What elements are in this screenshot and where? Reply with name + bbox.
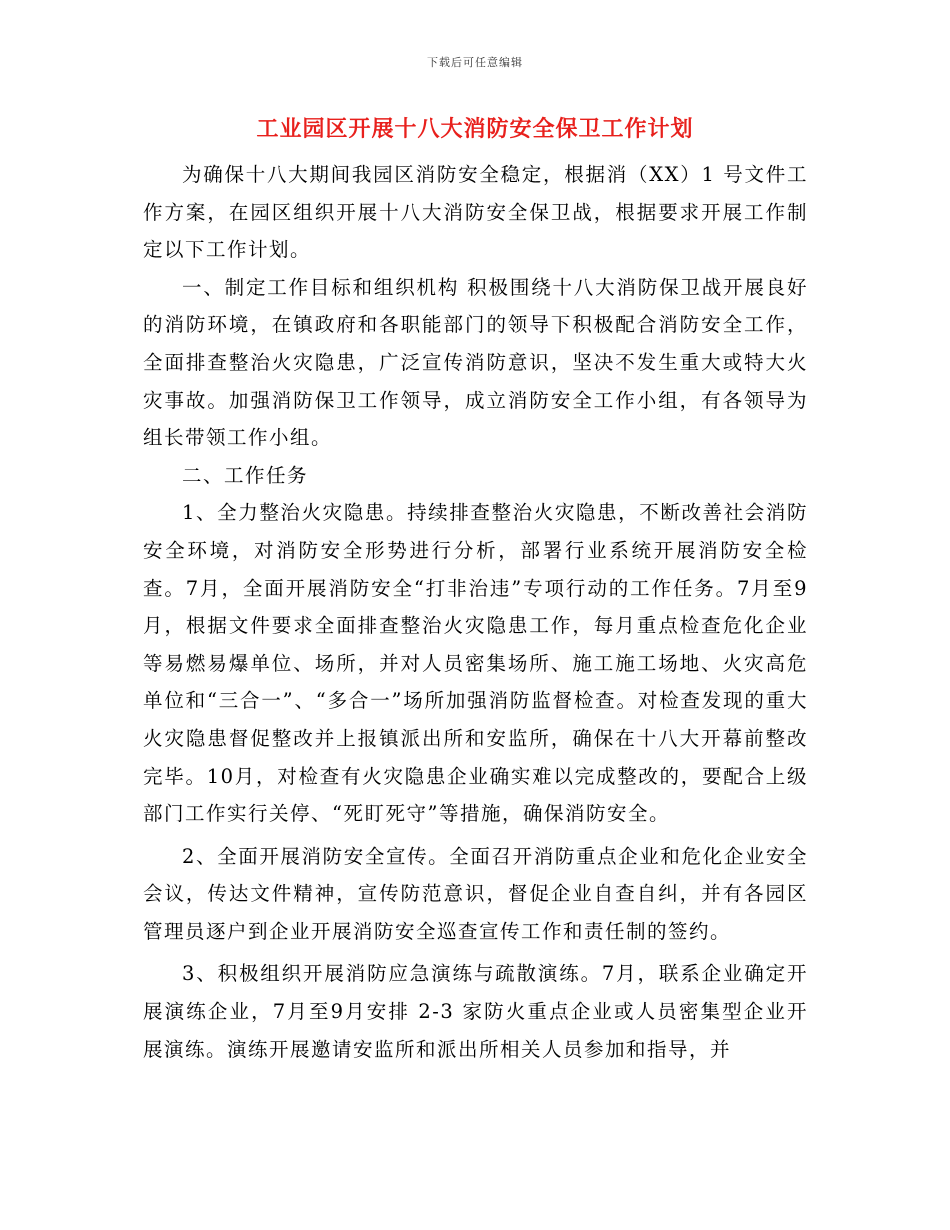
paragraph-task-1: 1、全力整治火灾隐患。持续排查整治火灾隐患，不断改善社会消防安全环境，对消防安全形势进行分析，部署行业系统开展消防安全检查。7月，全面开展消防安全“打非治违”专项行动的工作任务。7月至9月，根据文件要求全面排查整治火灾隐患工作，每月重点检查危化企业等易燃易爆单位、场所，并对人员密集场所、施工施工场地、火灾高危单位和“三合一”、“多合一”场所加强消防监督检查。对检查发现的重大火灾隐患督促整改并上报镇派出所和安监所，确保在十八大开幕前整改完毕。10月，对检查有火灾隐患企业确实难以完成整改的，要配合上级部门工作实行关停、“死盯死守”等措施，确保消防安全。	[143, 501, 808, 826]
paragraph-intro: 为确保十八大期间我园区消防安全稳定，根据消（XX）1 号文件工作方案，在园区组织开展十八大消防安全保卫战，根据要求开展工作制定以下工作计划。	[143, 163, 808, 262]
paragraph-task-2: 2、全面开展消防安全宣传。全面召开消防重点企业和危化企业安全会议，传达文件精神，宣传防范意识，督促企业自查自纠，并有各园区管理员逐户到企业开展消防安全巡查宣传工作和责任制的签约。	[143, 844, 808, 943]
document-body	[143, 156, 808, 1068]
document-title: 工业园区开展十八大消防安全保卫工作计划	[256, 117, 694, 142]
paragraph-task-3: 3、积极组织开展消防应急演练与疏散演练。7月，联系企业确定开展演练企业，7月至9月安排 2-3 家防火重点企业或人员密集型企业开展演练。演练开展邀请安监所和派出所相关人员参加和指导，并	[143, 962, 808, 1061]
header-note: 下载后可任意编辑	[427, 56, 523, 69]
paragraph-section-2-heading: 二、工作任务	[182, 463, 309, 487]
paragraph-section-1: 一、制定工作目标和组织机构 积极围绕十八大消防保卫战开展良好的消防环境，在镇政府和各职能部门的领导下积极配合消防安全工作，全面排查整治火灾隐患，广泛宣传消防意识，坚决不发生重大或特大火灾事故。加强消防保卫工作领导，成立消防安全工作小组，有各领导为组长带领工作小组。	[143, 275, 808, 450]
